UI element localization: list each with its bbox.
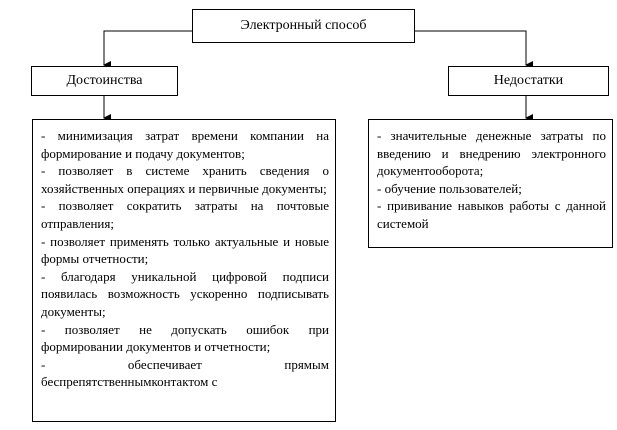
advantages-heading: Достоинства xyxy=(66,73,143,88)
disadvantage-item: - прививание навыков работы с данной системой xyxy=(377,198,606,231)
advantage-item: - позволяет в системе хранить сведения о хозяйственных операциях и первичные документы; xyxy=(41,163,329,196)
advantage-item: - позволяет сократить затраты на почтовые отправления; xyxy=(41,198,329,231)
disadvantages-heading: Недостатки xyxy=(493,73,564,88)
disadvantage-item: - обучение пользователей; xyxy=(377,180,522,196)
diagram-title-box xyxy=(192,9,415,43)
advantage-item: - позволяет не допускать ошибок при формировании документов и отчетности; xyxy=(41,321,329,355)
advantages-heading-box xyxy=(31,66,178,96)
advantage-item: - минимизация затрат времени компании на формирование и подачу документов; xyxy=(41,128,329,161)
advantage-item: - позволяет применять только актуальные и новые формы отчетности; xyxy=(41,233,329,267)
disadvantage-item: - значительные денежные затраты по введению и внедрению электронного документооборота; xyxy=(377,128,606,179)
disadvantages-list-box xyxy=(368,119,613,248)
disadvantages-heading-box xyxy=(448,66,609,96)
connector-title-to-disadvantages xyxy=(415,31,526,65)
diagram-title: Электронный способ xyxy=(240,18,367,33)
advantage-item: - обеспечивает прямым беспрепятственнымконтактом с xyxy=(41,356,329,390)
connector-title-to-advantages xyxy=(104,31,192,65)
advantages-list-box xyxy=(32,119,336,422)
advantage-item: - благодаря уникальной цифровой подписи появилась возможность ускоренно подписывать документы; xyxy=(41,268,329,319)
